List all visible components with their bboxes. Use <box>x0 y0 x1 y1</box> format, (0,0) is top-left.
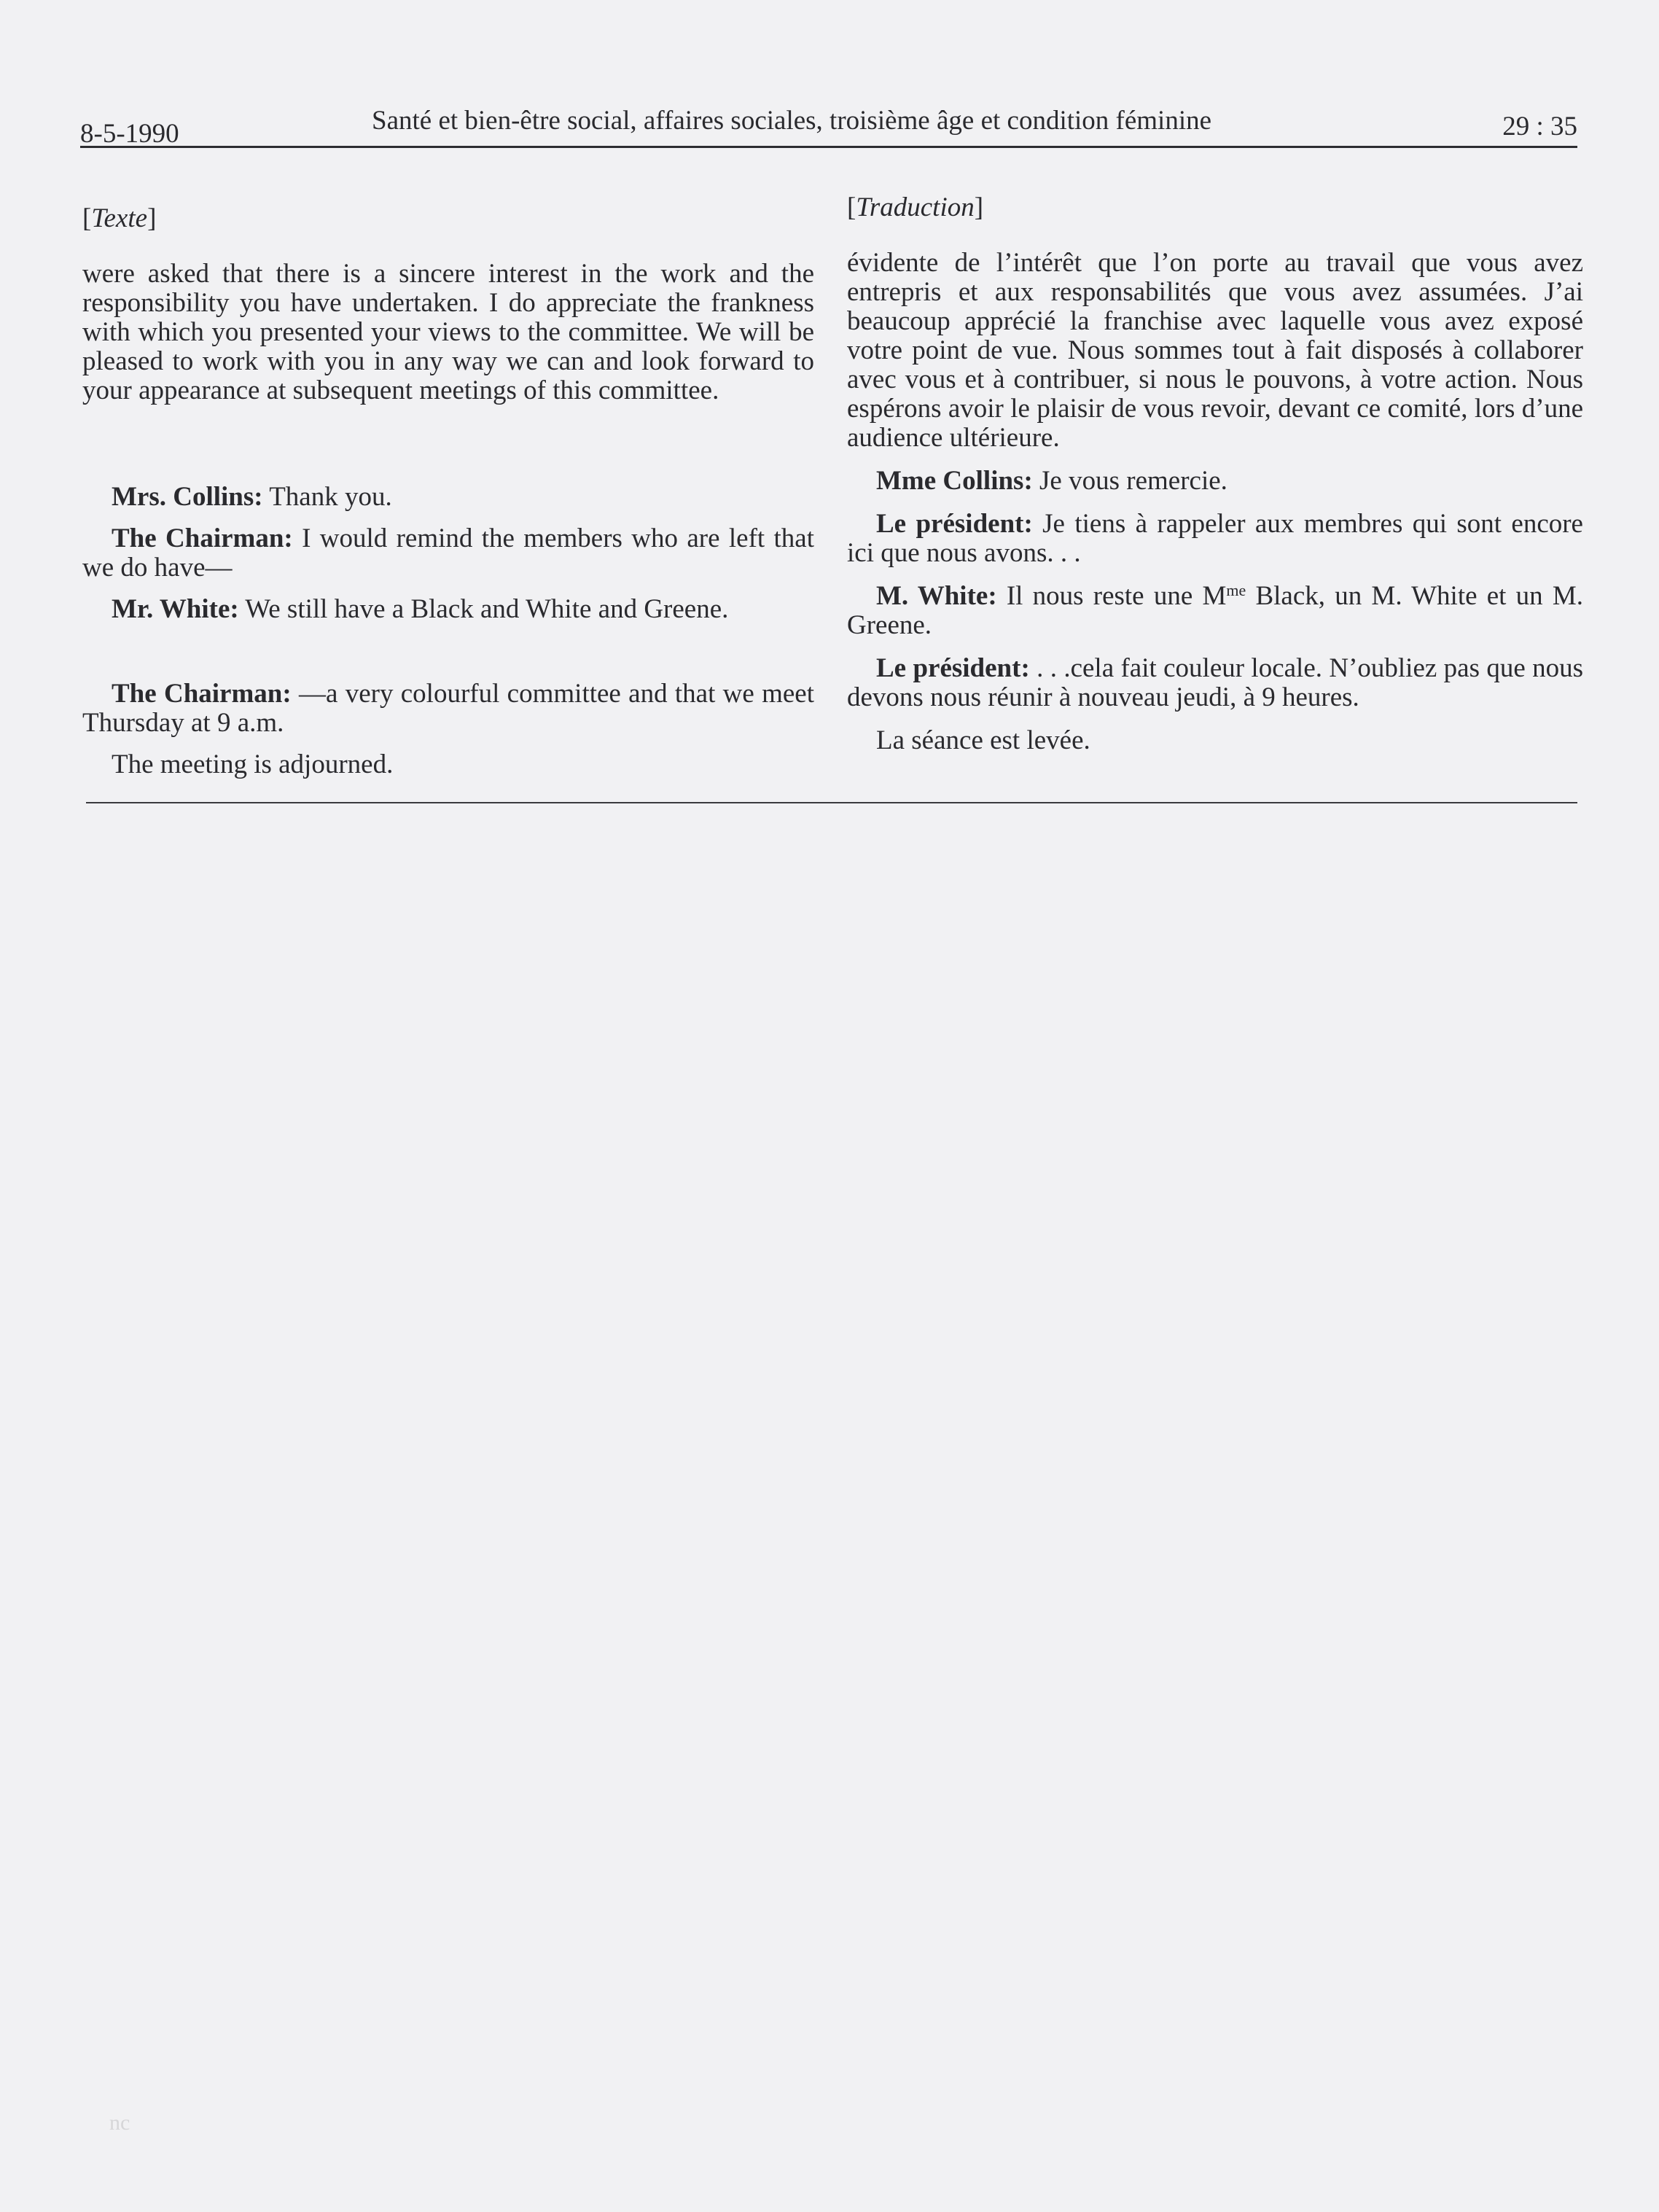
french-column <box>847 193 1583 755</box>
french-speech-collins: Mme Collins: Je vous remercie. <box>876 466 1227 496</box>
page-header <box>80 102 1577 149</box>
header-rule <box>80 146 1577 148</box>
end-rule <box>86 802 1577 803</box>
french-speech-president-2: Le président: . . .cela fait couleur locale. N’oubliez pas que nous devons nous réunir à nouveau jeudi, à 9 heures. <box>847 653 1583 712</box>
translation-language-tag: [Traduction] <box>847 192 984 222</box>
header-title: Santé et bien-être social, affaires sociales, troisième âge et condition féminine <box>372 106 1212 136</box>
english-speech-chairman-2: The Chairman: —a very colourful committee and that we meet Thursday at 9 a.m. <box>82 679 814 738</box>
french-closing: La séance est levée. <box>876 725 1090 755</box>
french-paragraph: évidente de l’intérêt que l’on porte au travail que vous avez entrepris et aux responsabilités que vous avez assumées. J’ai beaucoup apprécié la franchise avec laquelle vous avez exposé votre point de vue. Nous sommes tout à fait disposés à collaborer avec vous et à contribuer, si nous le pouvons, à votre action. Nous espérons avoir le plaisir de vous revoir, devant ce comité, lors d’une audience ultérieure. <box>847 248 1583 453</box>
french-speech-president-1: Le président: Je tiens à rappeler aux membres qui sont encore ici que nous avons. . . <box>847 509 1583 568</box>
header-page-number: 29 : 35 <box>1502 112 1577 141</box>
french-speech-white: M. White: Il nous reste une $M^{me}$ Black, un M. White et un M. Greene. <box>847 581 1583 640</box>
english-column <box>82 204 814 779</box>
english-closing: The meeting is adjourned. <box>112 749 394 779</box>
english-speech-white: Mr. White: We still have a Black and White and Greene. <box>112 594 729 624</box>
header-date: 8-5-1990 <box>80 119 179 149</box>
text-language-tag: [Texte] <box>82 203 157 233</box>
english-paragraph: were asked that there is a sincere interest in the work and the responsibility you have undertaken. I do appreciate the frankness with which you presented your views to the committee. We will be pleased to work with you in any way we can and look forward to your appearance at subsequent meetings of this committee. <box>82 259 814 405</box>
faint-mark: nc <box>109 2111 130 2135</box>
english-speech-chairman-1: The Chairman: I would remind the members who are left that we do have— <box>82 523 814 583</box>
english-speech-collins: Mrs. Collins: Thank you. <box>112 482 392 512</box>
